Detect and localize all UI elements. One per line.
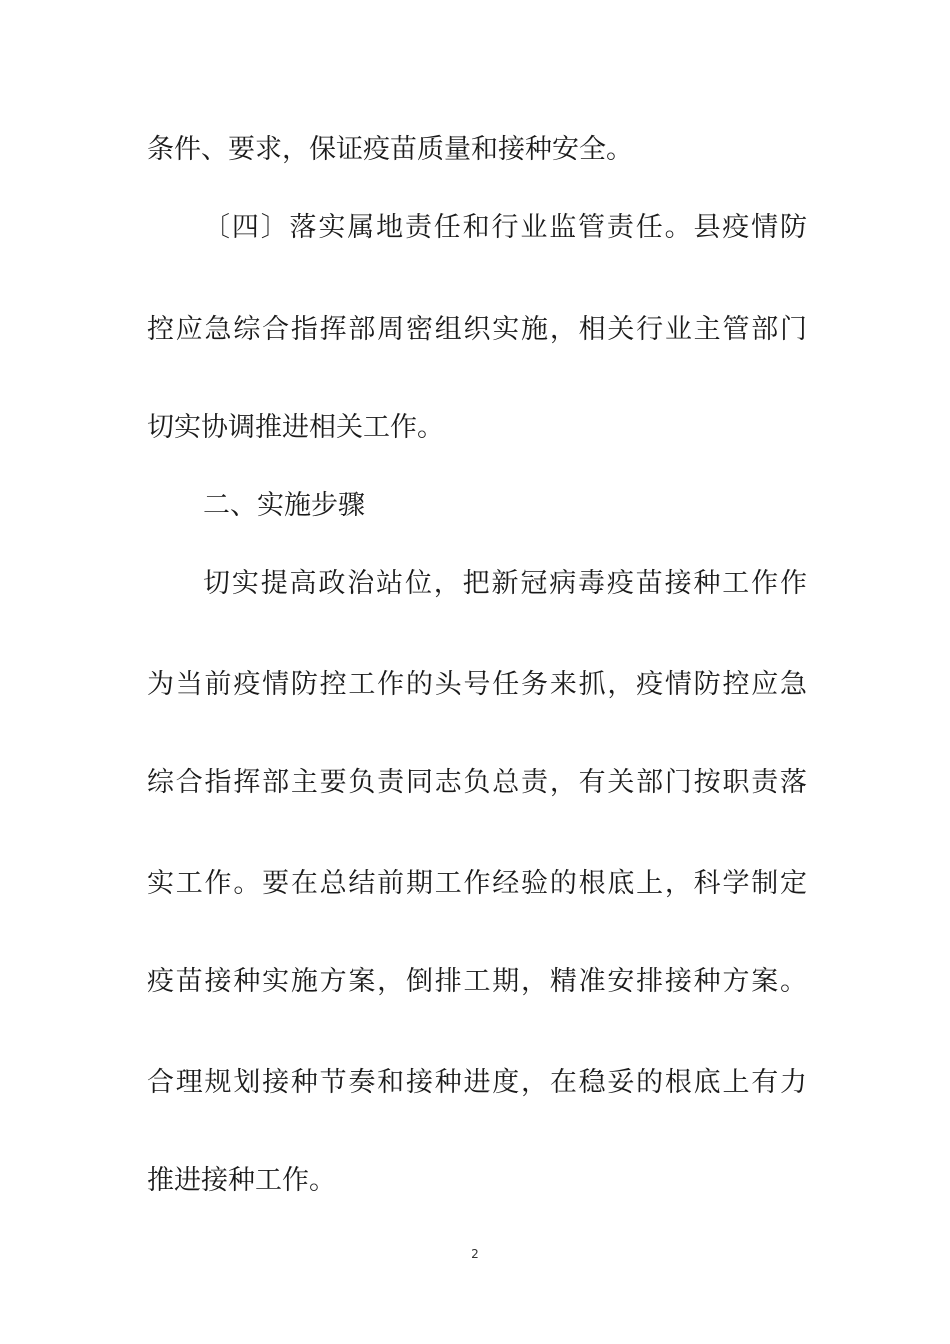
- paragraph-line: 切实协调推进相关工作。: [147, 412, 444, 443]
- page-number: 2: [471, 1247, 479, 1261]
- paragraph-line: 实工作。要在总结前期工作经验的根底上，科学制定: [147, 868, 807, 899]
- section-heading-line: 〔四〕落实属地责任和行业监管责任。县疫情防: [203, 212, 807, 243]
- paragraph-line: 合理规划接种节奏和接种进度，在稳妥的根底上有力: [147, 1067, 807, 1098]
- paragraph-line: 疫苗接种实施方案，倒排工期，精准安排接种方案。: [147, 966, 807, 997]
- paragraph-line: 综合指挥部主要负责同志负总责，有关部门按职责落: [147, 767, 807, 798]
- paragraph-line: 推进接种工作。: [147, 1165, 336, 1196]
- section-heading: 二、实施步骤: [203, 490, 365, 521]
- paragraph-line: 条件、要求，保证疫苗质量和接种安全。: [147, 134, 633, 165]
- paragraph-line: 为当前疫情防控工作的头号任务来抓，疫情防控应急: [147, 669, 807, 700]
- paragraph-line: 控应急综合指挥部周密组织实施，相关行业主管部门: [147, 314, 807, 345]
- paragraph-line: 切实提高政治站位，把新冠病毒疫苗接种工作作: [203, 568, 807, 599]
